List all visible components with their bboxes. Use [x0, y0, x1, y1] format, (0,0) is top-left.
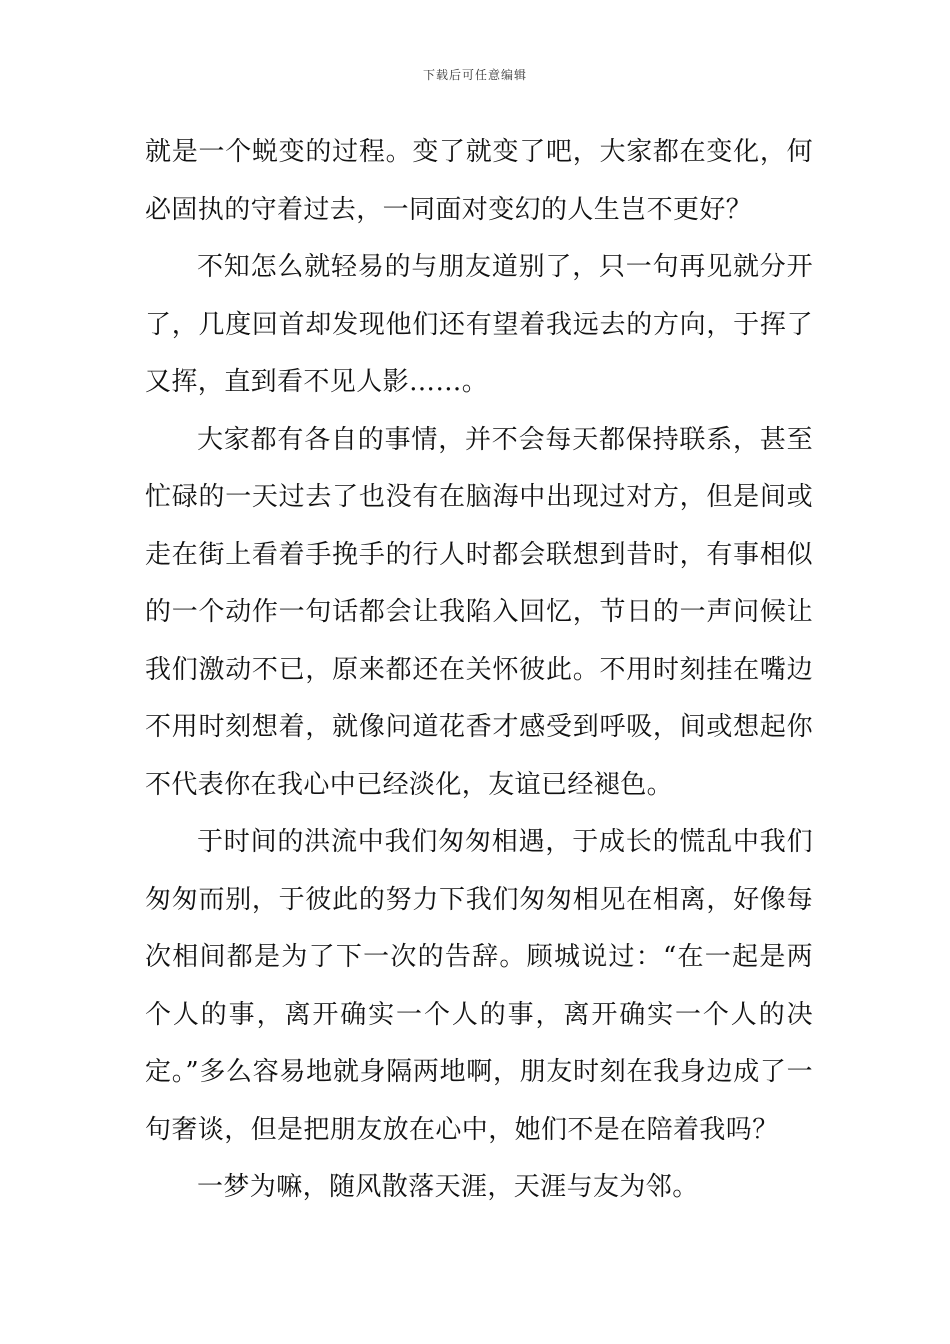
paragraph-4: 于时间的洪流中我们匆匆相遇，于成长的慌乱中我们匆匆而别，于彼此的努力下我们匆匆相见在相离，好像每次相间都是为了下一次的告辞。顾城说过：“在一起是两个人的事，离开确实一个人的事，离开确实一个人的决定。”多么容易地就身隔两地啊，朋友时刻在我身边成了一句奢谈，但是把朋友放在心中，她们不是在陪着我吗？ [145, 827, 813, 1145]
paragraph-2: 不知怎么就轻易的与朋友道别了，只一句再见就分开了，几度回首却发现他们还有望着我远去的方向，于挥了又挥，直到看不见人影……。 [145, 252, 813, 397]
document-body [145, 124, 813, 1217]
paragraph-1: 就是一个蜕变的过程。变了就变了吧，大家都在变化，何必固执的守着过去，一同面对变幻的人生岂不更好？ [145, 137, 813, 225]
paragraph-5: 一梦为嘛，随风散落天涯，天涯与友为邻。 [197, 1172, 699, 1202]
paragraph-3: 大家都有各自的事情，并不会每天都保持联系，甚至忙碌的一天过去了也没有在脑海中出现过对方，但是间或走在街上看着手挽手的行人时都会联想到昔时，有事相似的一个动作一句话都会让我陷入回忆，节日的一声问候让我们激动不已，原来都还在关怀彼此。不用时刻挂在嘴边不用时刻想着，就像问道花香才感受到呼吸，间或想起你不代表你在我心中已经淡化，友谊已经褪色。 [145, 424, 813, 800]
page-header: 下载后可任意编辑 [422, 68, 527, 82]
